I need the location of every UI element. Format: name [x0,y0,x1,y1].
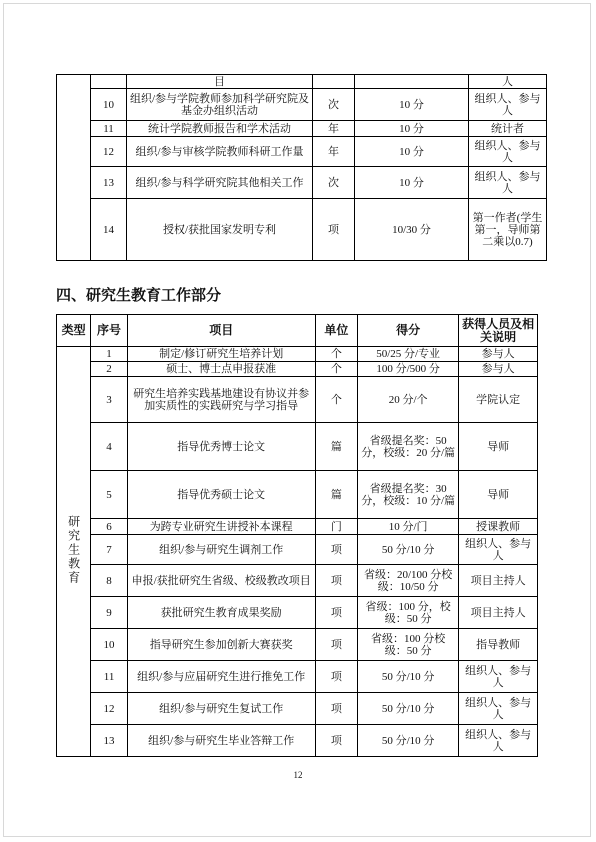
row-unit: 项 [315,661,357,693]
row-number: 4 [91,423,127,471]
row-note: 授课教师 [459,519,538,535]
table-row [57,137,547,167]
row-note: 组织人、参与人 [469,167,547,199]
row-item: 申报/获批研究生省级、校级教改项目 [127,565,315,597]
header-note: 获得人员及相关说明 [459,315,538,347]
table-row [57,661,538,693]
row-score: 50 分/10 分 [358,725,459,757]
row-unit: 项 [315,535,357,565]
row-unit: 个 [315,362,357,377]
table-row [57,121,547,137]
row-note: 学院认定 [459,377,538,423]
row-note: 组织人、参与人 [459,535,538,565]
row-unit: 门 [315,519,357,535]
row-score: 10 分 [355,121,469,137]
row-item: 组织/参与审核学院教师科研工作量 [127,137,313,167]
row-score: 100 分/500 分 [358,362,459,377]
row-number: 1 [91,347,127,362]
row-number: 14 [91,199,127,261]
row-number: 13 [91,167,127,199]
table-row [57,597,538,629]
row-score: 10/30 分 [355,199,469,261]
row-item: 指导优秀硕士论文 [127,471,315,519]
row-note: 统计者 [469,121,547,137]
graduate-education-table [56,314,538,757]
table-row [57,693,538,725]
row-score: 10 分 [355,137,469,167]
row-score: 10 分/门 [358,519,459,535]
row-unit: 项 [315,597,357,629]
header-unit: 单位 [315,315,357,347]
row-score: 20 分/个 [358,377,459,423]
row-unit: 个 [315,347,357,362]
row-unit: 项 [315,629,357,661]
row-item: 授权/获批国家发明专利 [127,199,313,261]
row-score [355,75,469,89]
row-item: 制定/修订研究生培养计划 [127,347,315,362]
row-note: 指导教师 [459,629,538,661]
table-row [57,471,538,519]
row-item: 组织/参与科学研究院其他相关工作 [127,167,313,199]
row-number: 13 [91,725,127,757]
row-note: 导师 [459,471,538,519]
row-score: 10 分 [355,167,469,199]
table-row [57,75,547,89]
row-number: 6 [91,519,127,535]
row-note: 项目主持人 [459,597,538,629]
row-unit: 年 [313,121,355,137]
row-unit [313,75,355,89]
row-unit: 个 [315,377,357,423]
table-row [57,362,538,377]
row-score: 省级：20/100 分校级：10/50 分 [358,565,459,597]
row-unit: 项 [315,565,357,597]
row-item: 组织/参与研究生毕业答辩工作 [127,725,315,757]
table-row [57,725,538,757]
header-type: 类型 [57,315,91,347]
row-number: 8 [91,565,127,597]
row-unit: 年 [313,137,355,167]
row-unit: 次 [313,89,355,121]
row-unit: 项 [315,693,357,725]
row-number [91,75,127,89]
row-number: 5 [91,471,127,519]
row-unit: 次 [313,167,355,199]
row-score: 省级：100 分，校级：50 分 [358,597,459,629]
row-item: 目 [127,75,313,89]
header-item: 项目 [127,315,315,347]
row-number: 9 [91,597,127,629]
row-score: 10 分 [355,89,469,121]
table-row [57,347,538,362]
row-item: 组织/参与应届研究生进行推免工作 [127,661,315,693]
row-score: 50/25 分/专业 [358,347,459,362]
row-number: 7 [91,535,127,565]
row-note: 参与人 [459,362,538,377]
table-row [57,199,547,261]
row-item: 组织/参与研究生调剂工作 [127,535,315,565]
row-score: 50 分/10 分 [358,693,459,725]
row-item: 获批研究生教育成果奖励 [127,597,315,629]
row-number: 11 [91,661,127,693]
row-item: 组织/参与学院教师参加科学研究院及基金办组织活动 [127,89,313,121]
row-note: 项目主持人 [459,565,538,597]
category-cell [57,347,91,757]
row-note: 人 [469,75,547,89]
row-item: 指导研究生参加创新大赛获奖 [127,629,315,661]
row-note: 参与人 [459,347,538,362]
row-item: 组织/参与研究生复试工作 [127,693,315,725]
row-item: 研究生培养实践基地建设有协议并参加实质性的实践研究与学习指导 [127,377,315,423]
row-score: 省级：100 分校级：50 分 [358,629,459,661]
row-note: 组织人、参与人 [469,137,547,167]
row-unit: 项 [315,725,357,757]
row-number: 10 [91,89,127,121]
row-item: 统计学院教师报告和学术活动 [127,121,313,137]
row-number: 11 [91,121,127,137]
row-number: 10 [91,629,127,661]
row-note: 组织人、参与人 [469,89,547,121]
row-item: 指导优秀博士论文 [127,423,315,471]
row-note: 组织人、参与人 [459,693,538,725]
row-unit: 项 [313,199,355,261]
header-row [57,315,538,347]
row-number: 2 [91,362,127,377]
research-table-continued [56,74,547,261]
table-row [57,565,538,597]
row-note: 导师 [459,423,538,471]
type-cell [57,75,91,261]
page-number: 12 [293,770,303,780]
row-note: 第一作者(学生第一，导师第二乘以0.7) [469,199,547,261]
row-score: 50 分/10 分 [358,535,459,565]
row-score: 省级提名奖：30分，校级：10 分/篇 [358,471,459,519]
table-row [57,89,547,121]
row-unit: 篇 [315,423,357,471]
section-heading: 四、研究生教育工作部分 [56,286,222,304]
row-number: 12 [91,693,127,725]
row-note: 组织人、参与人 [459,661,538,693]
table-row [57,377,538,423]
row-number: 12 [91,137,127,167]
row-unit: 篇 [315,471,357,519]
row-item: 为跨专业研究生讲授补本课程 [127,519,315,535]
row-score: 50 分/10 分 [358,661,459,693]
row-number: 3 [91,377,127,423]
table-row [57,535,538,565]
header-score: 得分 [358,315,459,347]
table-row [57,629,538,661]
header-number: 序号 [91,315,127,347]
table-row [57,423,538,471]
row-item: 硕士、博士点申报获准 [127,362,315,377]
row-note: 组织人、参与人 [459,725,538,757]
table-row [57,519,538,535]
table-row [57,167,547,199]
category-label: 研究生教育 [66,515,81,585]
row-score: 省级提名奖：50分，校级：20 分/篇 [358,423,459,471]
